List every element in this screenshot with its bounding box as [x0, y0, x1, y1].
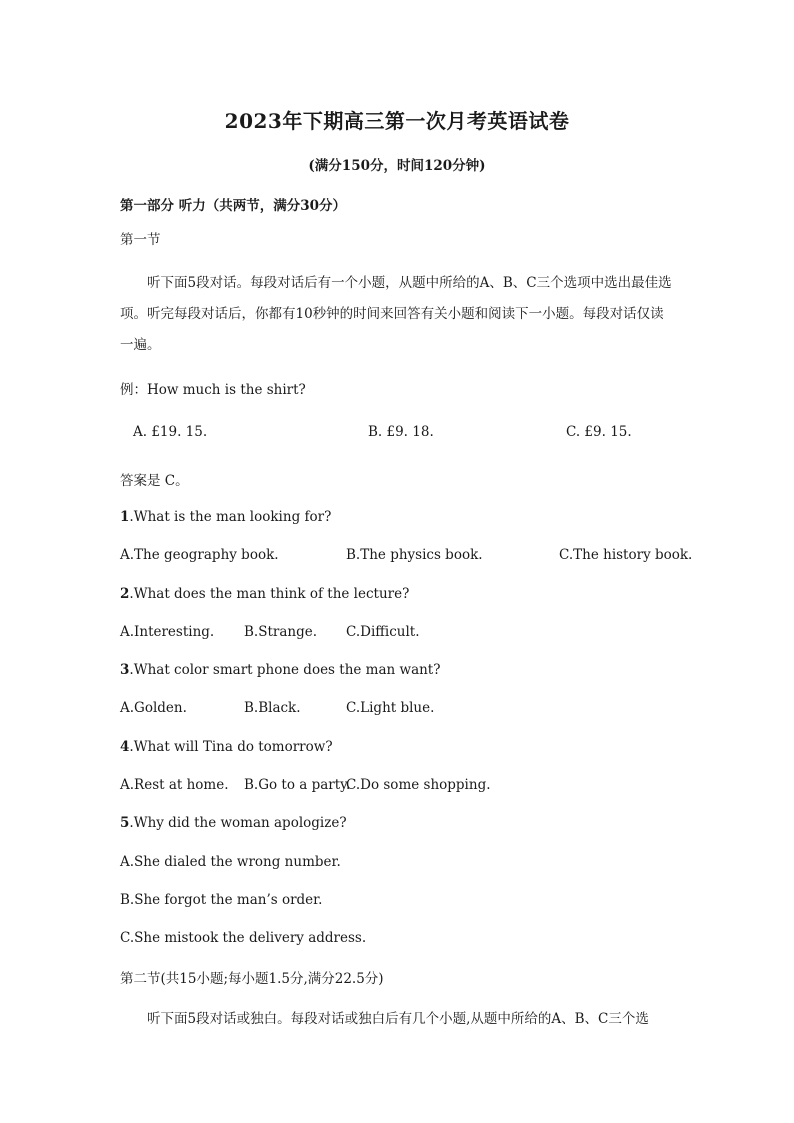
- question-5: [120, 815, 347, 831]
- question-4-option-a: A.Rest at home.: [120, 777, 229, 793]
- question-2-option-b: B.Strange.: [244, 624, 318, 640]
- example-answer: 答案是 C。: [120, 473, 189, 489]
- question-4-option-c: C.Do some shopping.: [346, 777, 491, 793]
- question-3-option-b: B.Black.: [244, 700, 301, 716]
- question-1-option-a: A.The geography book.: [120, 547, 279, 563]
- section2-heading: 第二节(共15小题;每小题1.5分,满分22.5分): [120, 971, 384, 987]
- section2-instructions: 听下面5段对话或独白。每段对话或独白后有几个小题,从题中所给的A、B、C三个选: [147, 1011, 649, 1027]
- exam-subtitle: (满分150分，时间120分钟): [308, 158, 486, 174]
- question-number: 2: [120, 586, 130, 602]
- example-option-b: B. £9. 18.: [368, 424, 434, 440]
- question-1: [120, 509, 331, 525]
- question-5-option-c: C.She mistook the delivery address.: [120, 930, 367, 946]
- example-question: 例：How much is the shirt?: [120, 382, 306, 398]
- question-3: [120, 662, 440, 678]
- question-text: .What does the man think of the lecture?: [129, 586, 410, 602]
- example-option-a: A. £19. 15.: [133, 424, 208, 440]
- question-text: .What is the man looking for?: [129, 509, 332, 525]
- question-text: .What will Tina do tomorrow?: [129, 739, 333, 755]
- question-4-option-b: B.Go to a party.: [244, 777, 351, 793]
- question-number: 3: [120, 662, 130, 678]
- question-number: 5: [120, 815, 130, 831]
- question-5-option-a: A.She dialed the wrong number.: [120, 854, 341, 870]
- section1-instructions: 听下面5段对话。每段对话后有一个小题，从题中所给的A、B、C三个选项中选出最佳选项。听完每段对话后，你都有10秒钟的时间来回答有关小题和阅读下一小题。每段对话仅读一遍。: [120, 275, 672, 353]
- question-5-option-b: B.She forgot the man’s order.: [120, 892, 323, 908]
- question-3-option-c: C.Light blue.: [346, 700, 435, 716]
- example-option-c: C. £9. 15.: [566, 424, 632, 440]
- question-1-option-b: B.The physics book.: [346, 547, 483, 563]
- question-2-option-c: C.Difficult.: [346, 624, 420, 640]
- question-1-option-c: C.The history book.: [559, 547, 693, 563]
- question-4: [120, 739, 333, 755]
- section1-heading: 第一节: [120, 232, 161, 248]
- exam-title: 2023年下期高三第一次月考英语试卷: [224, 109, 570, 133]
- question-2: [120, 586, 409, 602]
- question-text: .What color smart phone does the man want?: [129, 662, 441, 678]
- question-number: 4: [120, 739, 130, 755]
- question-2-option-a: A.Interesting.: [120, 624, 215, 640]
- question-3-option-a: A.Golden.: [120, 700, 187, 716]
- question-number: 1: [120, 509, 130, 525]
- question-text: .Why did the woman apologize?: [129, 815, 347, 831]
- part1-heading: 第一部分 听力（共两节，满分30分）: [120, 198, 346, 214]
